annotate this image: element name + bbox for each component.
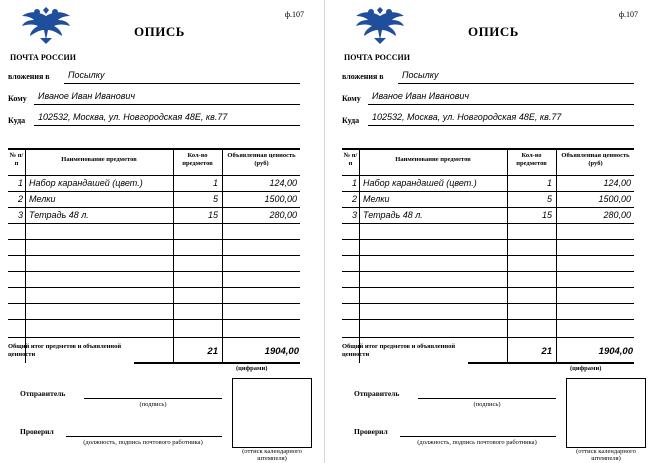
where-label: Куда [8,116,26,125]
checker-caption: (должность, подпись почтового работника) [83,439,203,446]
double-headed-eagle-icon [354,6,406,46]
to-line [368,104,634,105]
postmark-stamp-box [566,378,646,448]
to-line [34,104,300,105]
column-header-num: № п/п [343,152,358,167]
total-line [468,362,634,364]
item-qty[interactable]: 15 [207,210,218,220]
checker-signature-line[interactable] [400,436,556,437]
total-qty[interactable]: 21 [207,346,218,357]
item-value[interactable]: 124,00 [603,178,631,188]
row-number: 3 [351,210,357,220]
total-label: Общий итог предметов и объявленной ценности [342,343,456,358]
table-top-border [342,148,634,150]
checker-caption: (должность, подпись почтового работника) [417,439,537,446]
item-name[interactable]: Набор карандашей (цвет.) [363,178,477,188]
table-column-divider [25,149,26,363]
to-value[interactable]: Иваное Иван Иванович [372,91,470,101]
item-qty[interactable]: 5 [212,194,218,204]
item-value[interactable]: 280,00 [269,210,297,220]
column-header-value: Объявленная ценность (руб) [561,152,630,167]
row-number: 1 [17,178,23,188]
column-header-name: Наименование предметов [61,156,137,163]
item-value[interactable]: 1500,00 [598,194,631,204]
total-qty[interactable]: 21 [541,346,552,357]
item-qty[interactable]: 5 [546,194,552,204]
attachments-line [398,83,634,84]
form-number: ф.107 [284,10,304,19]
item-name[interactable]: Мелки [363,194,390,204]
stamp-caption: (оттиск календарного штемпеля) [576,448,636,462]
attachments-line [64,83,300,84]
row-number: 1 [351,178,357,188]
table-column-divider [359,149,360,363]
page-divider [324,0,325,463]
sender-label: Отправитель [354,389,400,398]
attachments-label: вложения в [342,72,384,81]
digits-caption: (цифрами) [570,365,602,372]
item-name[interactable]: Мелки [29,194,56,204]
column-header-qty: Кол-во предметов [182,152,213,167]
row-number: 2 [351,194,357,204]
item-value[interactable]: 1500,00 [264,194,297,204]
item-name[interactable]: Тетрадь 48 л. [29,210,89,220]
form-title: ОПИСЬ [134,24,185,39]
to-value[interactable]: Иваное Иван Иванович [38,91,136,101]
organization-name: ПОЧТА РОССИИ [344,53,410,62]
item-qty[interactable]: 1 [212,178,218,188]
total-line [134,362,300,364]
form-title: ОПИСЬ [468,24,519,39]
checked-label: Проверил [20,427,54,436]
where-value[interactable]: 102532, Москва, ул. Новгородская 48Е, кв.77 [38,112,228,122]
total-label: Общий итог предметов и объявленной ценности [8,343,122,358]
item-name[interactable]: Тетрадь 48 л. [363,210,423,220]
attachments-value[interactable]: Посылку [402,70,439,80]
postmark-stamp-box [232,378,312,448]
item-value[interactable]: 124,00 [269,178,297,188]
total-value[interactable]: 1904,00 [264,346,299,357]
item-qty[interactable]: 1 [546,178,552,188]
double-headed-eagle-icon [20,6,72,46]
to-label: Кому [8,94,27,103]
inventory-form-left [0,0,318,463]
where-line [34,125,300,126]
sender-signature-line[interactable] [84,398,222,399]
row-number: 3 [17,210,23,220]
signature-caption: (подпись) [139,401,167,408]
where-label: Куда [342,116,360,125]
table-top-border [8,148,300,150]
column-header-num: № п/п [9,152,24,167]
to-label: Кому [342,94,361,103]
signature-caption: (подпись) [473,401,501,408]
organization-name: ПОЧТА РОССИИ [10,53,76,62]
where-value[interactable]: 102532, Москва, ул. Новгородская 48Е, кв.77 [372,112,562,122]
form-number: ф.107 [618,10,638,19]
column-header-value: Объявленная ценность (руб) [227,152,296,167]
column-header-qty: Кол-во предметов [516,152,547,167]
item-value[interactable]: 280,00 [603,210,631,220]
item-qty[interactable]: 15 [541,210,552,220]
checked-label: Проверил [354,427,388,436]
sender-label: Отправитель [20,389,66,398]
where-line [368,125,634,126]
attachments-value[interactable]: Посылку [68,70,105,80]
row-number: 2 [17,194,23,204]
sender-signature-line[interactable] [418,398,556,399]
inventory-form-right [334,0,652,463]
total-value[interactable]: 1904,00 [598,346,633,357]
stamp-caption: (оттиск календарного штемпеля) [242,448,302,462]
digits-caption: (цифрами) [236,365,268,372]
attachments-label: вложения в [8,72,50,81]
column-header-name: Наименование предметов [395,156,471,163]
checker-signature-line[interactable] [66,436,222,437]
item-name[interactable]: Набор карандашей (цвет.) [29,178,143,188]
